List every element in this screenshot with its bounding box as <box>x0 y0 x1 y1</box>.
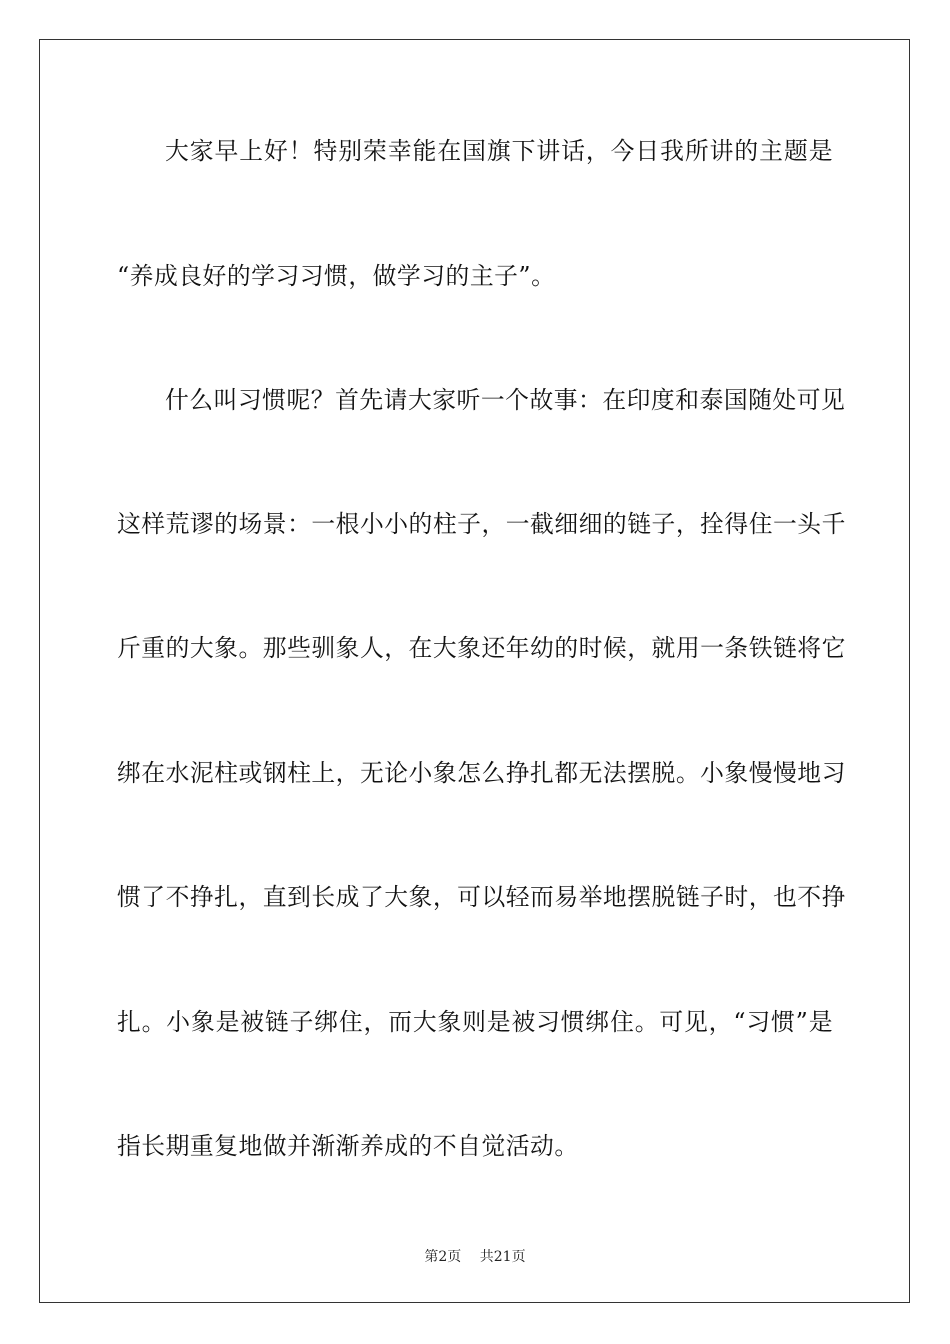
page-total: 共21页 <box>479 1249 526 1265</box>
paragraph-2-line-4: 绑在水泥柱或钢柱上，无论小象怎么挣扎都无法摆脱。小象慢慢地习 <box>117 759 846 787</box>
paragraph-2-line-3: 斤重的大象。那些驯象人，在大象还年幼的时候，就用一条铁链将它 <box>117 634 846 662</box>
page-number: 第2页 <box>424 1249 462 1265</box>
paragraph-2-line-5: 惯了不挣扎，直到长成了大象，可以轻而易举地摆脱链子时，也不挣 <box>117 883 846 911</box>
paragraph-2-line-2: 这样荒谬的场景：一根小小的柱子，一截细细的链子，拴得住一头千 <box>117 510 846 538</box>
paragraph-1-line-1: 大家早上好！特别荣幸能在国旗下讲话，今日我所讲的主题是 <box>165 137 833 165</box>
paragraph-2-line-1: 什么叫习惯呢？首先请大家听一个故事：在印度和泰国随处可见 <box>165 386 846 414</box>
page-footer <box>0 1248 950 1266</box>
paragraph-1-line-2: “养成良好的学习习惯，做学习的主子”。 <box>117 262 556 290</box>
paragraph-2-line-7: 指长期重复地做并渐渐养成的不自觉活动。 <box>117 1132 579 1160</box>
paragraph-2-line-6: 扎。小象是被链子绑住，而大象则是被习惯绑住。可见，“习惯”是 <box>117 1008 833 1036</box>
page-border <box>39 39 910 1303</box>
